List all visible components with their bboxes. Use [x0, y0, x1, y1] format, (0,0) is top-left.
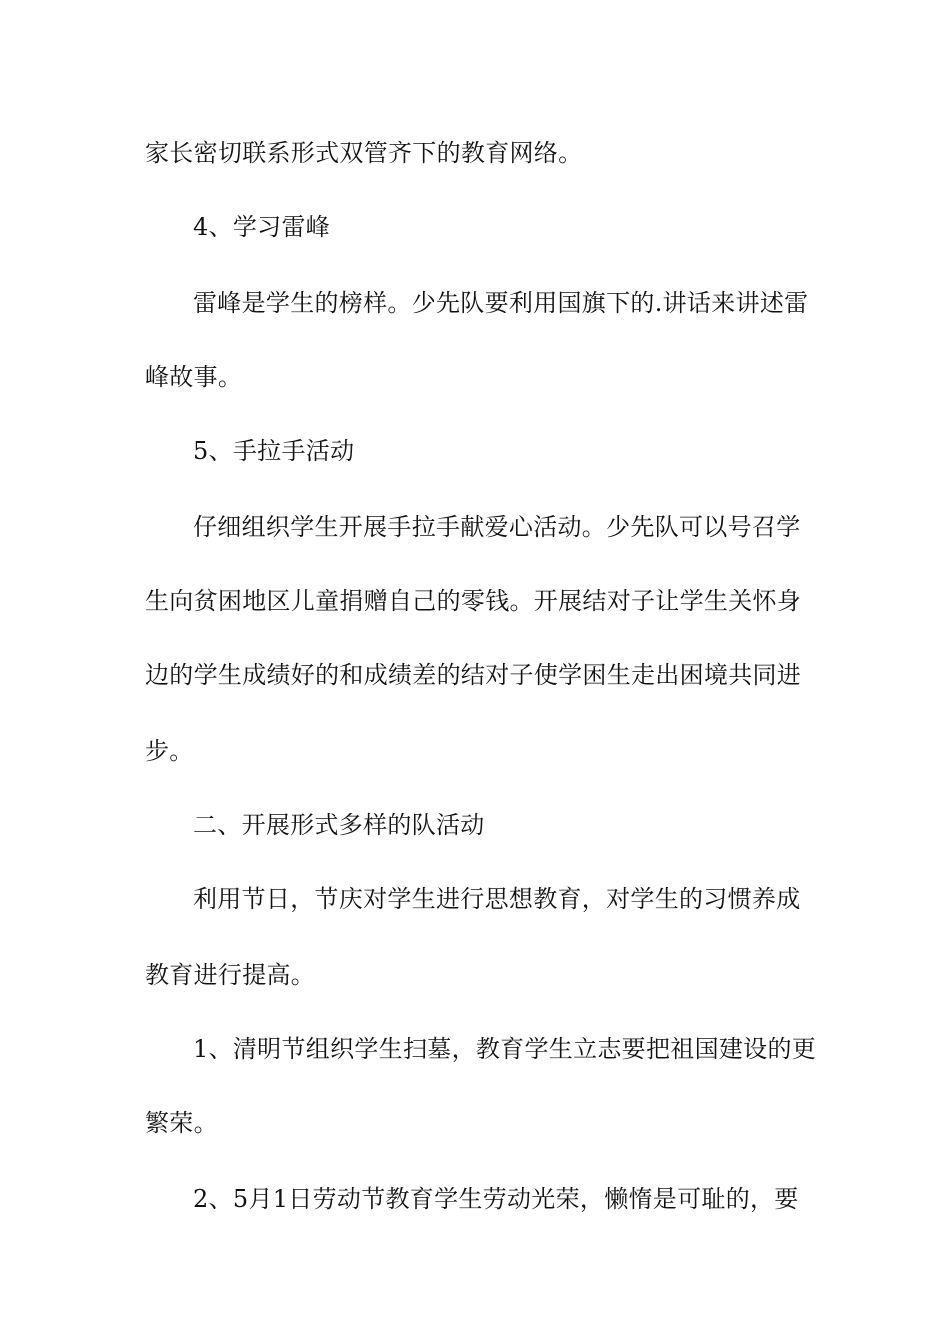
section-heading-2: 二、开展形式多样的队活动: [193, 811, 485, 839]
list-item-1: 1、清明节组织学生扫墓，教育学生立志要把祖国建设的更: [193, 1035, 817, 1063]
section-heading-4: 4、学习雷峰: [193, 213, 331, 241]
section-heading-5: 5、手拉手活动: [193, 437, 355, 465]
paragraph-line: 步。: [145, 737, 194, 765]
paragraph-line: 利用节日，节庆对学生进行思想教育，对学生的习惯养成: [193, 885, 801, 913]
paragraph-line: 家长密切联系形式双管齐下的教育网络。: [145, 139, 583, 167]
paragraph-line: 峰故事。: [145, 363, 243, 391]
paragraph-line: 繁荣。: [145, 1109, 218, 1137]
list-item-2: 2、5月1日劳动节教育学生劳动光荣，懒惰是可耻的，要: [193, 1185, 799, 1213]
paragraph-line: 仔细组织学生开展手拉手献爱心活动。少先队可以号召学: [193, 513, 801, 541]
paragraph-line: 教育进行提高。: [145, 961, 316, 989]
paragraph-line: 生向贫困地区儿童捐赠自己的零钱。开展结对子让学生关怀身: [145, 587, 802, 615]
paragraph-line: 雷峰是学生的榜样。少先队要利用国旗下的.讲话来讲述雷: [193, 289, 809, 317]
paragraph-line: 边的学生成绩好的和成绩差的结对子使学困生走出困境共同进: [145, 661, 802, 689]
